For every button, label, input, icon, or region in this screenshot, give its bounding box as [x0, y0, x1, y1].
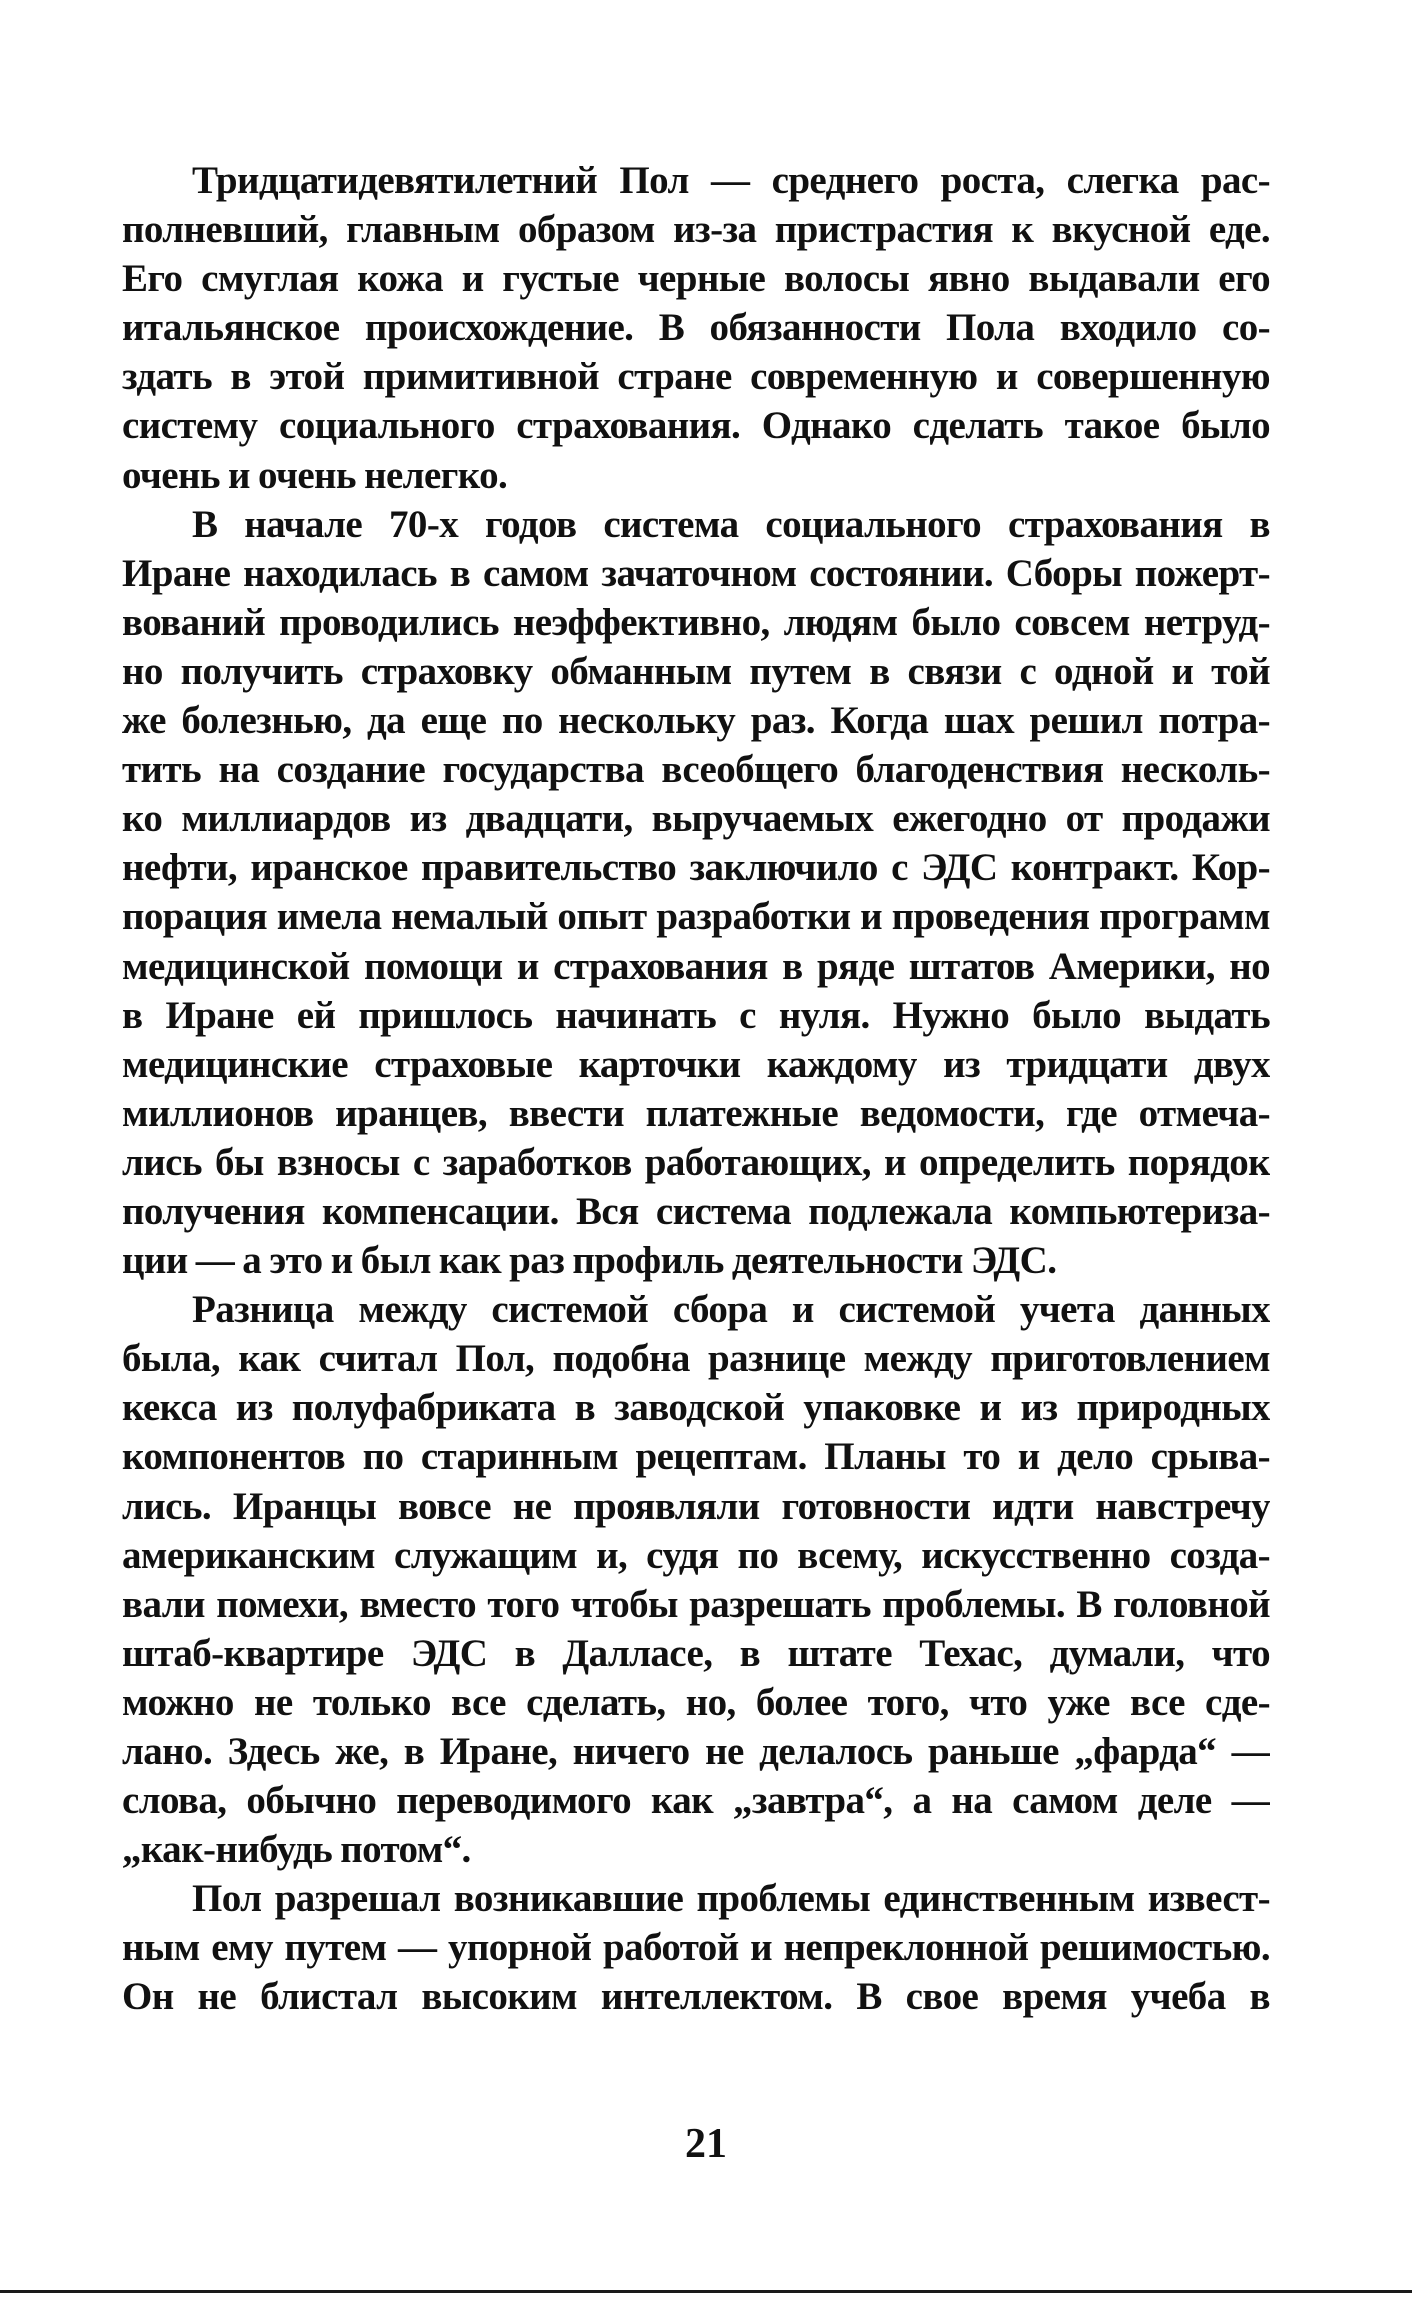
text-line: нефти, иранское правительство заключило с ЭДС контракт. Кор- [122, 846, 1270, 890]
text-line: получения компенсации. Вся система подлежала компьютериза- [122, 1189, 1270, 1233]
text-line: вали помехи, вместо того чтобы разрешать проблемы. В головной [122, 1582, 1270, 1626]
text-line: медицинской помощи и страхования в ряде штатов Америки, но [122, 944, 1270, 988]
text-line: ко миллиардов из двадцати, выручаемых ежегодно от продажи [122, 797, 1270, 841]
text-line: медицинские страховые карточки каждому из тридцати двух [122, 1042, 1270, 1086]
scan-edge-line [0, 2290, 1412, 2293]
text-line: была, как считал Пол, подобна разнице между приготовлением [122, 1337, 1270, 1381]
text-line: лись. Иранцы вовсе не проявляли готовности идти навстречу [122, 1484, 1270, 1528]
text-line: итальянское происхождение. В обязанности Пола входило со- [122, 306, 1270, 350]
text-line: Разница между системой сбора и системой учета данных [192, 1288, 1270, 1332]
text-line: здать в этой примитивной стране современную и совершенную [122, 355, 1270, 399]
text-line: лись бы взносы с заработков работающих, и определить порядок [122, 1140, 1270, 1184]
text-line: Иране находилась в самом зачаточном состоянии. Сборы пожерт- [122, 551, 1270, 595]
text-line: систему социального страхования. Однако сделать такое было [122, 404, 1270, 448]
text-line: ции — а это и был как раз профиль деятельности ЭДС. [122, 1239, 1057, 1283]
text-line: слова, обычно переводимого как „завтра“, а на самом деле — [122, 1779, 1270, 1823]
text-line: в Иране ей пришлось начинать с нуля. Нужно было выдать [122, 993, 1270, 1037]
text-line: „как-нибудь потом“. [122, 1828, 471, 1872]
text-line: Пол разрешал возникавшие проблемы единственным извест- [192, 1877, 1270, 1921]
text-line: порация имела немалый опыт разработки и проведения программ [122, 895, 1270, 939]
text-line: миллионов иранцев, ввести платежные ведомости, где отмеча- [122, 1091, 1270, 1135]
body-text [122, 156, 1270, 2022]
text-line: кекса из полуфабриката в заводской упаковке и из природных [122, 1386, 1270, 1430]
text-line: же болезнью, да еще по нескольку раз. Когда шах решил потра- [122, 699, 1270, 743]
text-line: штаб-квартире ЭДС в Далласе, в штате Техас, думали, что [122, 1631, 1270, 1675]
text-line: тить на создание государства всеобщего благоденствия несколь- [122, 748, 1270, 792]
text-line: американским служащим и, судя по всему, искусственно созда- [122, 1533, 1270, 1577]
text-line: Он не блистал высоким интеллектом. В свое время учеба в [122, 1975, 1270, 2019]
text-line: очень и очень нелегко. [122, 453, 508, 497]
paragraph [122, 1874, 1270, 2021]
paragraph [122, 156, 1270, 500]
text-line: полневший, главным образом из-за пристрастия к вкусной еде. [122, 208, 1270, 252]
text-line: Его смуглая кожа и густые черные волосы явно выдавали его [122, 257, 1270, 301]
text-line: но получить страховку обманным путем в связи с одной и той [122, 649, 1270, 693]
page-number: 21 [685, 2121, 727, 2167]
text-line: В начале 70-х годов система социального страхования в [192, 502, 1270, 546]
text-line: Тридцатидевятилетний Пол — среднего роста, слегка рас- [192, 159, 1270, 202]
text-line: вований проводились неэффективно, людям было совсем нетруд- [122, 600, 1270, 644]
text-line: компонентов по старинным рецептам. Планы то и дело срыва- [122, 1435, 1270, 1479]
text-line: лано. Здесь же, в Иране, ничего не делалось раньше „фарда“ — [122, 1730, 1270, 1773]
paragraph [122, 500, 1270, 1286]
text-line: можно не только все сделать, но, более того, что уже все сде- [122, 1680, 1270, 1724]
paragraph [122, 1285, 1270, 1874]
text-line: ным ему путем — упорной работой и непреклонной решимостью. [122, 1926, 1270, 1970]
